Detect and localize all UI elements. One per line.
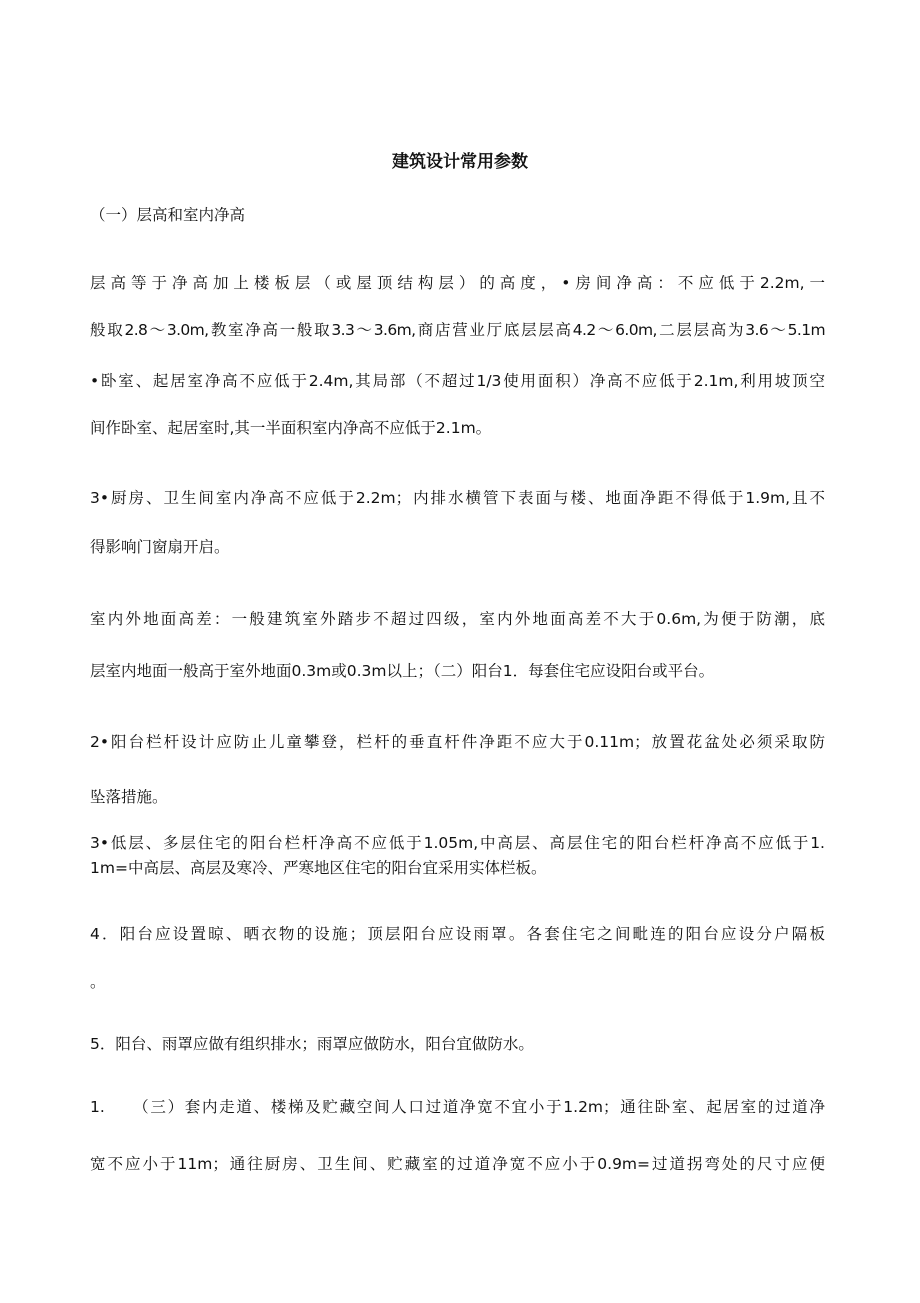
paragraph-line: 1. （三）套内走道、楼梯及贮藏空间人口过道净宽不宜小于1.2m；通往卧室、起居室的过道净 — [90, 1098, 825, 1116]
paragraph-line: •卧室、起居室净高不应低于2.4m,其局部（不超过1/3使用面积）净高不应低于2.1m,利用坡顶空 — [90, 372, 825, 390]
paragraph-line: 层室内地面一般高于室外地面0.3m或0.3m以上；（二）阳台1．每套住宅应设阳台或平台。 — [90, 662, 715, 680]
paragraph-line: 4．阳台应设置晾、晒衣物的设施；顶层阳台应设雨罩。各套住宅之间毗连的阳台应设分户隔板 — [90, 925, 825, 943]
paragraph-line: 。 — [90, 973, 106, 991]
paragraph-line: 2•阳台栏杆设计应防止儿童攀登，栏杆的垂直杆件净距不应大于0.11m；放置花盆处必须采取防 — [90, 733, 825, 751]
section-heading: （一）层高和室内净高 — [90, 206, 246, 224]
paragraph-line: 层高等于净高加上楼板层（或屋顶结构层）的高度，•房间净高：不应低于2.2m,一 — [90, 274, 825, 292]
paragraph-line: 宽不应小于11m；通往厨房、卫生间、贮藏室的过道净宽不应小于0.9m=过道拐弯处的尺寸应便 — [90, 1155, 825, 1173]
paragraph-line: 室内外地面高差：一般建筑室外踏步不超过四级，室内外地面高差不大于0.6m,为便于防潮，底 — [90, 610, 825, 628]
paragraph-line: 5．阳台、雨罩应做有组织排水；雨罩应做防水，阳台宜做防水。 — [90, 1035, 534, 1053]
paragraph-line: 般取2.8～3.0m,教室净高一般取3.3～3.6m,商店营业厅底层层高4.2～6.0m,二层层高为3.6～5.1m — [90, 321, 825, 339]
paragraph-line: 3•厨房、卫生间室内净高不应低于2.2m；内排水横管下表面与楼、地面净距不得低于1.9m,且不 — [90, 489, 825, 507]
paragraph-line: 间作卧室、起居室时,其一半面积室内净高不应低于2.1m。 — [90, 419, 492, 437]
paragraph-line: 得影响门窗扇开启。 — [90, 538, 230, 556]
paragraph-line: 坠落措施。 — [90, 788, 168, 806]
paragraph-line: 3•低层、多层住宅的阳台栏杆净高不应低于1.05m,中高层、高层住宅的阳台栏杆净高不应低于1. — [90, 834, 825, 852]
document-title: 建筑设计常用参数 — [392, 152, 528, 172]
paragraph-line: 1m=中高层、高层及寒冷、严寒地区住宅的阳台宜采用实体栏板。 — [90, 859, 547, 877]
